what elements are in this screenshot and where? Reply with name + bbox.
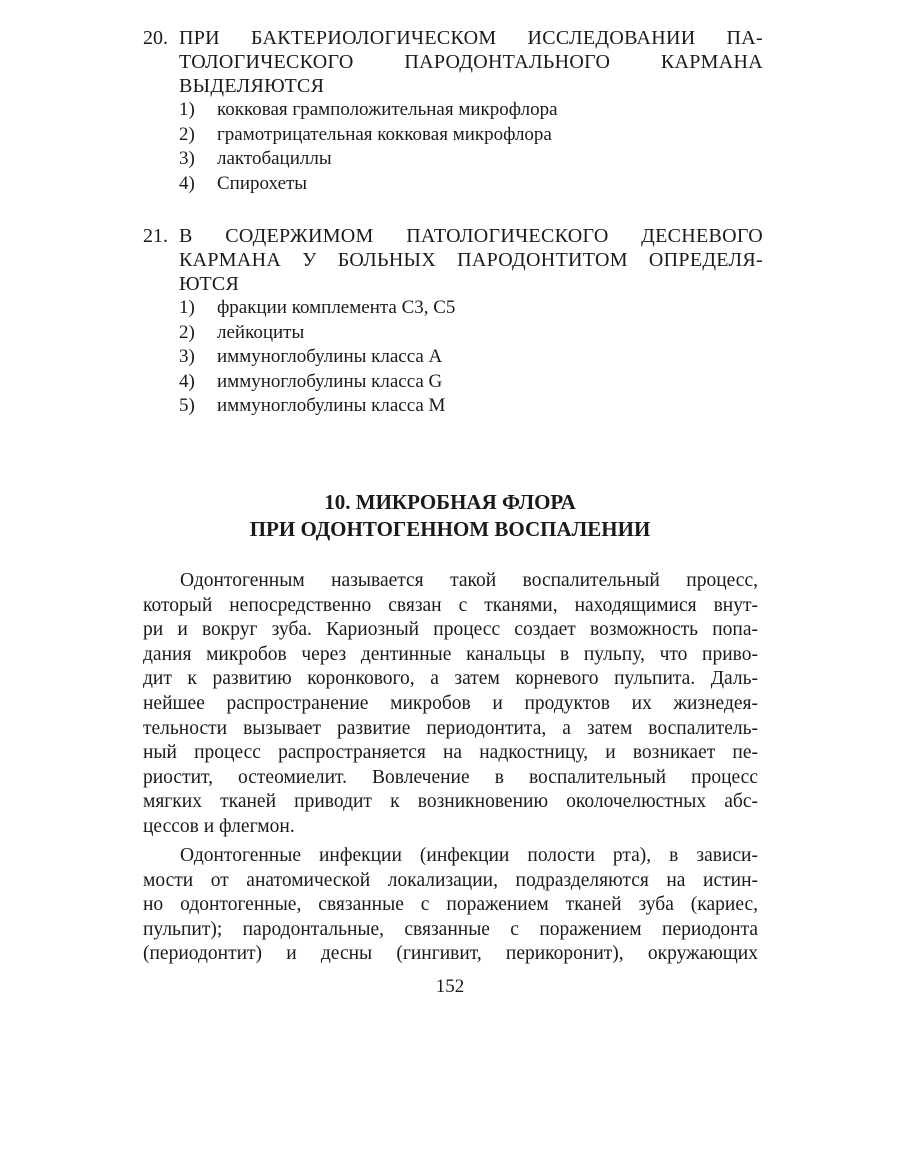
paragraph-line: ри и вокруг зуба. Кариозный процесс создает возможность попа- — [143, 619, 758, 641]
option-text: иммуноглобулины класса М — [217, 395, 446, 416]
option-text: иммуноглобулины класса G — [217, 370, 443, 392]
answer-option — [179, 123, 763, 148]
option-number: 2) — [179, 321, 195, 343]
answer-option — [179, 296, 763, 321]
paragraph-line: цессов и флегмон. — [143, 815, 295, 837]
option-text: лейкоциты — [217, 321, 305, 343]
question-21 — [143, 224, 763, 419]
paragraph-line: Одонтогенным называется такой воспалительный процесс, — [180, 570, 758, 591]
option-text: Спирохеты — [217, 172, 308, 194]
section-title-line: 10. МИКРОБНАЯ ФЛОРА — [324, 490, 576, 514]
question-line: ЮТСЯ — [179, 273, 240, 295]
answer-option — [179, 147, 763, 172]
question-text — [179, 26, 763, 98]
option-number: 4) — [179, 172, 195, 194]
question-line: ВЫДЕЛЯЮТСЯ — [179, 75, 325, 97]
question-number: 21. — [143, 225, 168, 247]
answer-option — [179, 172, 763, 197]
paragraph-line: риостит, остеомиелит. Вовлечение в воспалительный процесс — [143, 766, 758, 788]
answer-option — [179, 345, 763, 370]
paragraph-line: который непосредственно связан с тканями, находящимися внут- — [143, 594, 758, 616]
page-number: 152 — [435, 976, 465, 997]
answer-option — [179, 370, 763, 395]
option-number: 3) — [179, 148, 195, 169]
answer-options — [179, 98, 763, 196]
paragraph-line: тельности вызывает развитие периодонтита, а затем воспалитель- — [143, 717, 758, 739]
paragraph-line: мягких тканей приводит к возникновению околочелюстных абс- — [143, 791, 758, 813]
question-text — [179, 224, 763, 296]
question-20 — [143, 26, 763, 196]
option-number: 2) — [179, 123, 195, 145]
option-text: иммуноглобулины класса А — [217, 346, 443, 367]
paragraph-line: Одонтогенные инфекции (инфекции полости рта), в зависи- — [180, 845, 758, 866]
paragraph — [143, 569, 758, 840]
paragraph-line: мости от анатомической локализации, подразделяются на истин- — [143, 869, 758, 891]
question-line: ПРИ БАКТЕРИОЛОГИЧЕСКОМ ИССЛЕДОВАНИИ ПА- — [179, 27, 763, 49]
question-line: КАРМАНА У БОЛЬНЫХ ПАРОДОНТИТОМ ОПРЕДЕЛЯ- — [179, 249, 763, 271]
answer-options — [179, 296, 763, 419]
paragraph-line: (периодонтит) и десны (гингивит, перикоронит), окружающих — [143, 943, 758, 965]
paragraph — [143, 844, 758, 967]
section-heading — [140, 489, 760, 543]
paragraph-line: но одонтогенные, связанные с поражением тканей зуба (кариес, — [143, 894, 758, 916]
option-text: лактобациллы — [217, 148, 332, 169]
answer-option — [179, 98, 763, 123]
paragraph-line: дит к развитию коронкового, а затем корневого пульпита. Даль- — [143, 668, 758, 690]
option-text: грамотрицательная кокковая микрофлора — [217, 123, 552, 145]
option-text: фракции комплемента С3, С5 — [217, 297, 456, 318]
question-number: 20. — [143, 27, 168, 49]
paragraph-line: пульпит); пародонтальные, связанные с поражением периодонта — [143, 918, 758, 940]
option-number: 1) — [179, 297, 195, 318]
paragraph-line: нейшее распространение микробов и продуктов их жизнедея- — [143, 692, 758, 714]
section-title-line: ПРИ ОДОНТОГЕННОМ ВОСПАЛЕНИИ — [249, 517, 651, 541]
option-text: кокковая грамположительная микрофлора — [217, 99, 558, 120]
question-line: ТОЛОГИЧЕСКОГО ПАРОДОНТАЛЬНОГО КАРМАНА — [179, 51, 763, 73]
paragraph-line: ный процесс распространяется на надкостницу, и возникает пе- — [143, 742, 758, 764]
option-number: 3) — [179, 346, 195, 367]
question-line: В СОДЕРЖИМОМ ПАТОЛОГИЧЕСКОГО ДЕСНЕВОГО — [179, 225, 763, 247]
option-number: 1) — [179, 99, 195, 120]
option-number: 5) — [179, 395, 195, 416]
paragraph-line: дания микробов через дентинные канальцы в пульпу, что приво- — [143, 643, 758, 665]
answer-option — [179, 394, 763, 419]
answer-option — [179, 321, 763, 346]
option-number: 4) — [179, 370, 195, 392]
